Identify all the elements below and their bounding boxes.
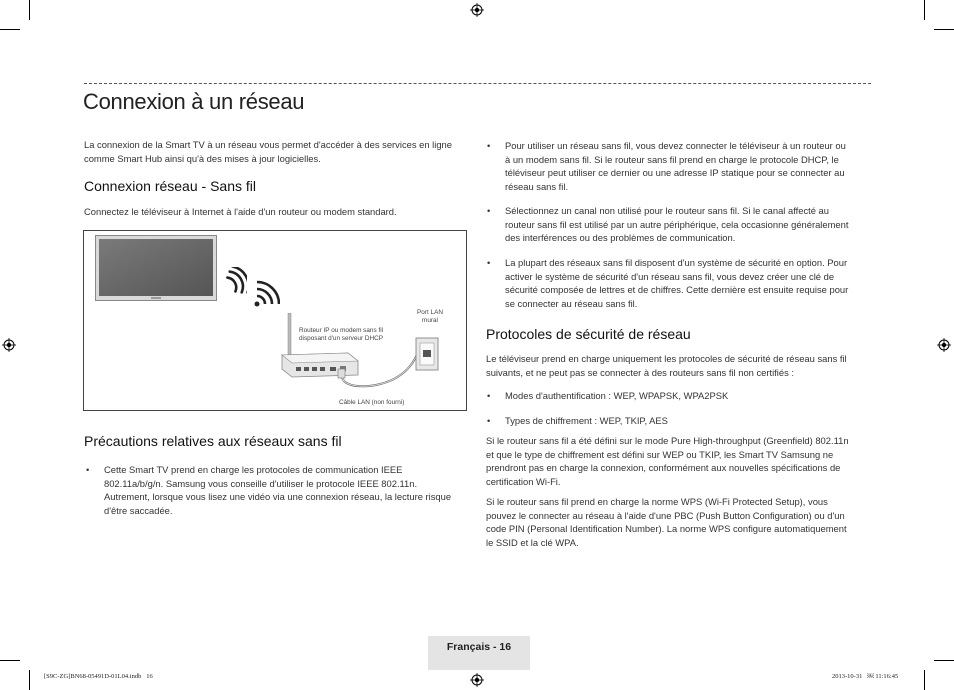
page-title: Connexion à un réseau bbox=[83, 89, 305, 114]
text-line: Le téléviseur prend en charge uniquement les protocoles de sécurité de réseau sans fil bbox=[486, 353, 847, 364]
slug-right: 2013-10-31 ￼ 11:16:45 bbox=[832, 673, 899, 680]
intro-paragraph bbox=[84, 138, 464, 165]
router-label-line: Routeur IP ou modem sans fil bbox=[299, 327, 384, 334]
crop-mark bbox=[0, 29, 20, 30]
security-heading: Protocoles de sécurité de réseau bbox=[486, 326, 691, 342]
bullet-marker: • bbox=[86, 464, 90, 475]
text-line: certification Wi-Fi. bbox=[486, 475, 561, 487]
crop-mark bbox=[924, 670, 925, 690]
crop-mark bbox=[29, 0, 30, 20]
text-line: Si le routeur sans fil prend en charge la norme WPS (Wi-Fi Protected Setup), vous bbox=[486, 496, 828, 507]
cable-label: Câble LAN (non fourni) bbox=[339, 399, 405, 406]
port-label bbox=[413, 309, 447, 326]
bullet-marker: • bbox=[487, 390, 491, 401]
wifi-signal-icon bbox=[252, 277, 280, 309]
crop-mark bbox=[934, 660, 954, 661]
tv-illustration bbox=[95, 235, 217, 301]
port-label-line: mural bbox=[422, 317, 438, 325]
bullet-marker: • bbox=[487, 257, 491, 268]
text-line: activer le système de sécurité d'un réseau sans fil, vous devez créer une clé de bbox=[505, 270, 835, 282]
list-item-text: Types de chiffrement : WEP, TKIP, AES bbox=[505, 415, 668, 426]
list-item bbox=[86, 463, 466, 519]
text-line: 802.11a/b/g/n. Samsung vous conseille d'utiliser le protocole IEEE 802.11n. bbox=[104, 477, 418, 489]
text-line: pouvez le connecter au réseau à l'aide d'une PBC (Push Button Configuration) ou d'un bbox=[486, 509, 845, 521]
text-line: Autrement, lorsque vous lisez une vidéo via une connexion réseau, la lecture risque bbox=[104, 491, 452, 503]
wps-paragraph bbox=[486, 495, 870, 549]
list-item-text bbox=[505, 204, 848, 245]
text-line: et que le type de chiffrement est défini sur WEP ou TKIP, les Smart TV Samsung ne bbox=[486, 448, 834, 460]
text-line: d'être saccadée. bbox=[104, 504, 173, 516]
text-line: réseau sans fil. bbox=[505, 180, 569, 192]
text-line: sécurité composée de lettres et de chiffres. Cette dernière est ensuite requise pour bbox=[505, 284, 849, 296]
bullet-marker: • bbox=[487, 140, 491, 151]
wall-lan-port-illustration bbox=[415, 337, 439, 371]
crop-mark bbox=[0, 660, 20, 661]
list-item bbox=[487, 139, 871, 195]
wireless-text: Connectez le téléviseur à Internet à l'aide d'un routeur ou modem standard. bbox=[84, 206, 397, 217]
list-item bbox=[487, 256, 871, 312]
text-line: Cette Smart TV prend en charge les protocoles de communication IEEE bbox=[104, 464, 403, 475]
precautions-heading: Précautions relatives aux réseaux sans fil bbox=[84, 433, 342, 449]
list-item bbox=[487, 204, 871, 246]
header-rule bbox=[84, 83, 871, 84]
bullet-marker: • bbox=[487, 205, 491, 216]
text-line: Si le routeur sans fil a été défini sur le mode Pure High-throughput (Greenfield) 802.11n bbox=[486, 435, 849, 446]
text-line: le SSID et la clé WPA. bbox=[486, 536, 579, 548]
page-number-tab bbox=[428, 636, 530, 670]
text-line: Pour utiliser un réseau sans fil, vous devez connecter le téléviseur à un routeur ou bbox=[505, 140, 846, 151]
page-number: Français - 16 bbox=[446, 641, 512, 653]
list-item-text bbox=[505, 139, 846, 193]
registration-mark-icon bbox=[470, 673, 484, 687]
security-intro bbox=[486, 352, 870, 379]
text-line: La plupart des réseaux sans fil disposent d'un système de sécurité en option. Pour bbox=[505, 257, 848, 268]
text-line: suivants, et ne peut pas se connecter à des routeurs sans fil non certifiés : bbox=[486, 366, 794, 378]
text-line: code PIN (Personal Identification Number). La norme WPS configure automatiquement bbox=[486, 523, 847, 535]
slug-left: [S9C-ZG]BN68-05491D-01L04.indb 16 bbox=[44, 673, 153, 680]
list-item bbox=[487, 414, 871, 428]
crop-mark bbox=[934, 29, 954, 30]
wifi-signal-icon bbox=[221, 267, 247, 299]
registration-mark-icon bbox=[2, 338, 16, 352]
list-item-text bbox=[104, 463, 451, 517]
text-line: téléviseur peut utiliser ce dernier ou une adresse IP statique pour se connecter au bbox=[505, 167, 845, 179]
router-label bbox=[299, 327, 383, 344]
security-paragraph bbox=[486, 434, 870, 488]
text-line: routeur sans fil est utilisé par un autre périphérique, cela occasionne généralement bbox=[505, 218, 849, 230]
list-item-text bbox=[505, 256, 848, 310]
list-item bbox=[487, 389, 871, 403]
router-label-line: disposant d'un serveur DHCP bbox=[299, 335, 383, 343]
intro-text: La connexion de la Smart TV à un réseau vous permet d'accéder à des services en ligne comme Smart Hub ainsi qu'à des mises à jour logicielles. bbox=[84, 139, 452, 164]
text-line: des interférences ou des problèmes de communication. bbox=[505, 232, 736, 244]
text-line: prendront pas en charge la connexion, conformément aux nouvelles spécifications de bbox=[486, 462, 841, 474]
list-item-text: Modes d'authentification : WEP, WPAPSK, WPA2PSK bbox=[505, 390, 729, 401]
bullet-marker: • bbox=[487, 415, 491, 426]
text-line: à un modem sans fil. Si le routeur sans fil prend en charge le protocole DHCP, le bbox=[505, 153, 839, 165]
port-label-line: Port LAN bbox=[417, 309, 443, 316]
crop-mark bbox=[29, 670, 30, 690]
registration-mark-icon bbox=[937, 338, 951, 352]
registration-mark-icon bbox=[470, 3, 484, 17]
text-line: se connecter au réseau sans fil. bbox=[505, 297, 638, 309]
network-diagram bbox=[83, 230, 467, 411]
wireless-heading: Connexion réseau - Sans fil bbox=[84, 178, 256, 194]
crop-mark bbox=[924, 0, 925, 20]
text-line: Sélectionnez un canal non utilisé pour le routeur sans fil. Si le canal affecté au bbox=[505, 205, 829, 216]
